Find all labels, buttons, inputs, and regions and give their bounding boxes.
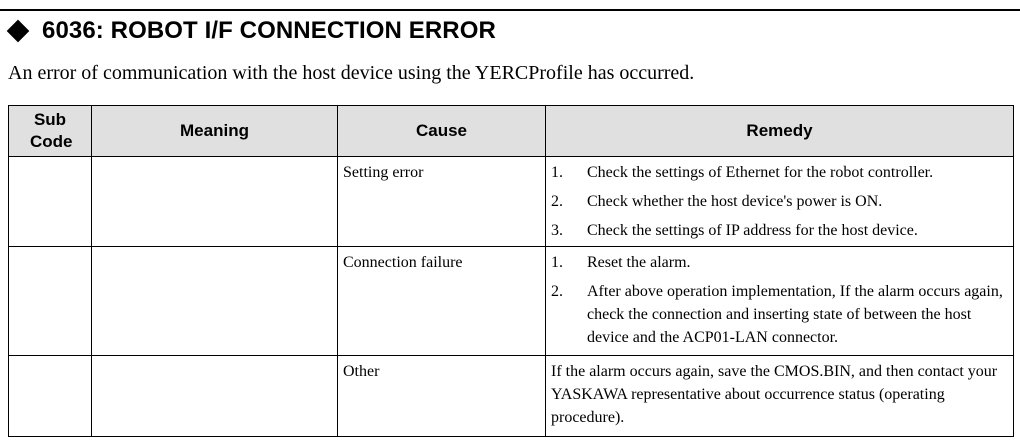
step-number: 3.: [551, 222, 563, 239]
remedy-step: [551, 280, 1008, 349]
sub-code-cell: [9, 157, 92, 247]
cause-cell: Setting error: [338, 157, 546, 247]
table-row: [9, 356, 1014, 437]
step-text: Reset the alarm.: [587, 254, 691, 271]
section-heading: [6, 17, 496, 45]
meaning-cell: [92, 247, 338, 356]
step-number: 2.: [551, 283, 563, 300]
remedy-cell: [546, 157, 1014, 247]
meaning-cell: [92, 356, 338, 437]
remedy-step: [551, 161, 1008, 184]
step-number: 1.: [551, 164, 563, 181]
meaning-cell: [92, 157, 338, 247]
cause-cell: Connection failure: [338, 247, 546, 356]
remedy-steps: [551, 251, 1008, 349]
step-text: Check whether the host device's power is ON.: [587, 193, 883, 210]
step-text: Check the settings of IP address for the host device.: [587, 222, 918, 239]
remedy-step: [551, 190, 1008, 213]
step-number: 1.: [551, 254, 563, 271]
header-meaning: Meaning: [92, 106, 338, 157]
header-sub-code: Sub Code: [9, 106, 92, 157]
sub-code-cell: [9, 247, 92, 356]
remedy-step: [551, 251, 1008, 274]
header-remedy: Remedy: [546, 106, 1014, 157]
remedy-cell: [546, 247, 1014, 356]
step-text: Check the settings of Ethernet for the robot controller.: [587, 164, 934, 181]
cause-cell: Other: [338, 356, 546, 437]
sub-code-cell: [9, 356, 92, 437]
heading-text: 6036: ROBOT I/F CONNECTION ERROR: [42, 17, 496, 44]
table-row: [9, 157, 1014, 247]
step-text: After above operation implementation, If the alarm occurs again, check the connection and inserting state of between the host device and the ACP01-LAN connector.: [587, 283, 1003, 346]
step-number: 2.: [551, 193, 563, 210]
header-cause: Cause: [338, 106, 546, 157]
intro-text: An error of communication with the host device using the YERCProfile has occurred.: [8, 62, 695, 84]
error-table: [8, 105, 1014, 437]
remedy-step: [551, 219, 1008, 242]
remedy-steps: [551, 161, 1008, 242]
remedy-cell: If the alarm occurs again, save the CMOS.BIN, and then contact your YASKAWA representative about occurrence status (operating procedure).: [546, 356, 1014, 437]
table-header-row: [9, 106, 1014, 157]
diamond-bullet-icon: [7, 20, 30, 43]
table-row: [9, 247, 1014, 356]
top-rule: [0, 9, 1020, 11]
